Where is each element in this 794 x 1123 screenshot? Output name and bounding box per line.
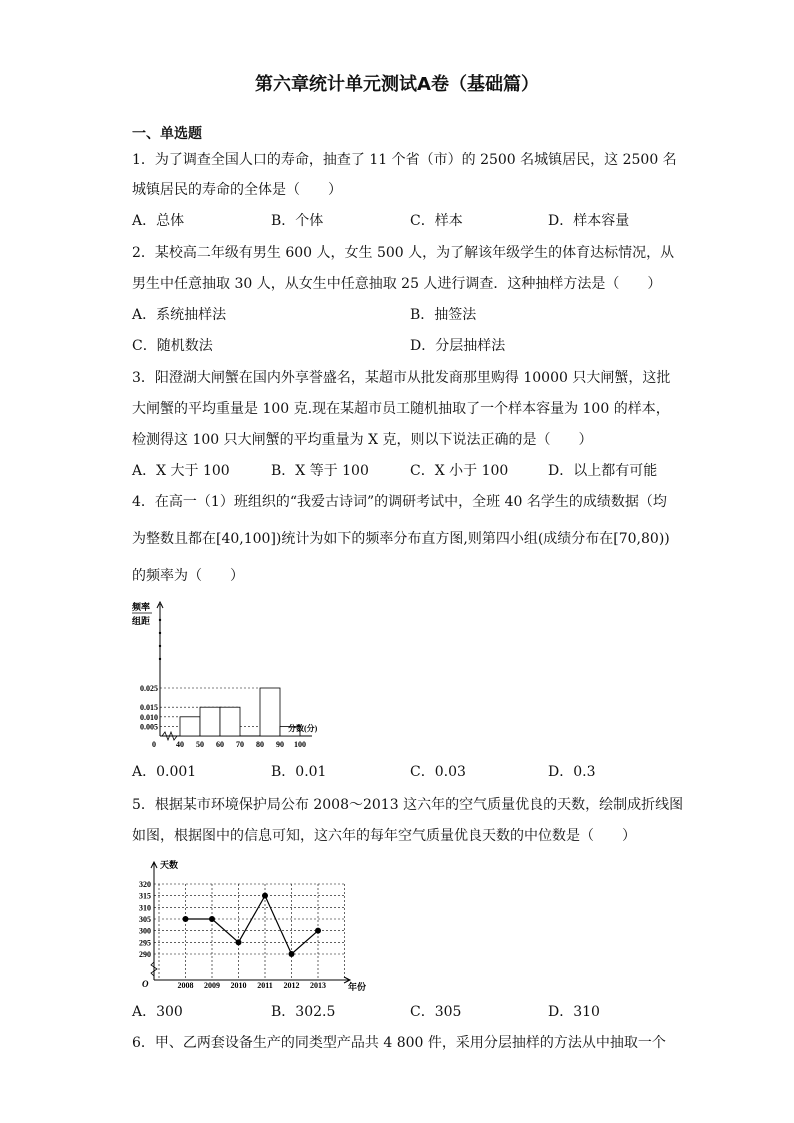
q5-option-a: A．300 [132, 1004, 183, 1020]
page-title: 第六章统计单元测试A卷（基础篇） [255, 74, 539, 95]
x-axis-label: 年份 [348, 982, 367, 992]
y-axis-dot [159, 619, 161, 621]
histogram-bar [260, 688, 280, 736]
x-axis-label: 分数(分) [288, 724, 318, 733]
x-tick-label: 70 [236, 740, 244, 749]
q2-option-a: A．系统抽样法 [132, 307, 227, 323]
q1-text-line1: 1．为了调查全国人口的寿命，抽查了 11 个省（市）的 2500 名城镇居民，这 2500 名 [132, 152, 677, 168]
q4-text-line1: 4．在高一（1）班组织的“我爱古诗词”的调研考试中，全班 40 名学生的成绩数据（均 [132, 494, 667, 510]
y-axis-label: 天数 [160, 860, 179, 870]
x-tick-label: 2010 [230, 981, 247, 990]
q2-option-b: B．抽签法 [410, 307, 477, 323]
q6-text-line1: 6．甲、乙两套设备生产的同类型产品共 4 800 件，采用分层抽样的方法从中抽取一个 [132, 1035, 666, 1051]
q2-text-line2: 男生中任意抽取 30 人，从女生中任意抽取 25 人进行调查．这种抽样方法是（ ） [132, 276, 662, 292]
q4-option-a: A．0.001 [132, 764, 197, 780]
q2-text-line1: 2．某校高二年级有男生 600 人，女生 500 人，为了解该年级学生的体育达标情况，从 [132, 245, 675, 261]
section-heading: 一、单选题 [132, 126, 202, 142]
series-line [186, 896, 319, 954]
q4-option-d: D．0.3 [548, 764, 596, 780]
q5-option-c: C．305 [410, 1004, 462, 1020]
y-tick-label: 0.025 [140, 684, 158, 693]
q1-option-a: A．总体 [132, 213, 185, 229]
q3-text-line2: 大闸蟹的平均重量是 100 克.现在某超市员工随机抽取了一个样本容量为 100 的样本， [132, 401, 670, 417]
q5-option-d: D．310 [548, 1004, 600, 1020]
q3-option-d: D．以上都有可能 [548, 463, 658, 479]
air-quality-line-chart [128, 854, 378, 994]
q3-option-a: A．X 大于 100 [132, 463, 230, 479]
q5-option-b: B．302.5 [271, 1004, 336, 1020]
data-point-2011 [262, 893, 268, 899]
histogram-bar [220, 707, 240, 736]
data-point-2008 [183, 916, 189, 922]
data-point-2012 [289, 951, 295, 957]
q1-option-b: B．个体 [271, 213, 324, 229]
y-tick-label: 305 [139, 915, 151, 924]
q1-option-d: D．样本容量 [548, 213, 630, 229]
q3-option-c: C．X 小于 100 [410, 463, 509, 479]
x-tick-label: 60 [216, 740, 224, 749]
q1-option-c: C．样本 [410, 213, 463, 229]
q4-option-b: B．0.01 [271, 764, 327, 780]
y-axis-dot [159, 658, 161, 660]
q3-text-line3: 检测得这 100 只大闸蟹的平均重量为 X 克，则以下说法正确的是（ ） [132, 432, 593, 448]
ylabel-bottom: 组距 [132, 616, 151, 626]
q5-text-line2: 如图，根据图中的信息可知，这六年的每年空气质量优良天数的中位数是（ ） [132, 828, 636, 844]
y-tick-label: 315 [139, 891, 151, 901]
x-tick-label: 90 [276, 740, 284, 749]
x-tick-label: 2008 [177, 981, 194, 990]
q4-option-c: C．0.03 [410, 764, 466, 780]
y-axis-dot [159, 645, 161, 647]
data-point-2010 [236, 939, 242, 945]
q4-text-line3: 的频率为（ ） [132, 568, 244, 584]
data-point-2009 [209, 916, 215, 922]
x-tick-label: 2012 [283, 981, 300, 990]
origin-label: O [142, 979, 149, 989]
q5-text-line1: 5．根据某市环境保护局公布 2008～2013 这六年的空气质量优良的天数，绘制成折线图 [132, 797, 684, 813]
y-tick-label: 300 [139, 926, 151, 936]
x-tick-label: 80 [256, 740, 264, 749]
y-tick-label: 320 [139, 880, 151, 889]
x-tick-label: 100 [294, 740, 306, 749]
q4-text-line2: 为整数且都在[40,100])统计为如下的频率分布直方图,则第四小组(成绩分布在[70,80)) [132, 531, 670, 547]
origin-label: 0 [152, 740, 156, 749]
y-tick-label: 310 [139, 903, 151, 913]
frequency-histogram [128, 598, 348, 750]
ylabel-top: 频率 [132, 602, 151, 612]
q1-text-line2: 城镇居民的寿命的全体是（ ） [132, 182, 342, 198]
y-tick-label: 0.010 [140, 712, 158, 722]
y-tick-label: 295 [139, 938, 151, 948]
x-tick-label: 2013 [310, 981, 326, 990]
y-axis-dot [159, 632, 161, 634]
data-point-2013 [315, 928, 321, 934]
y-tick-label: 0.005 [140, 722, 158, 732]
x-tick-label: 50 [196, 740, 204, 749]
histogram-bar [200, 707, 220, 736]
q2-option-d: D．分层抽样法 [410, 338, 506, 354]
q3-text-line1: 3．阳澄湖大闸蟹在国内外享誉盛名，某超市从批发商那里购得 10000 只大闸蟹，这批 [132, 370, 671, 386]
q3-option-b: B．X 等于 100 [271, 463, 369, 479]
y-tick-label: 0.015 [140, 703, 158, 713]
y-tick-label: 290 [139, 950, 151, 959]
x-tick-label: 2011 [257, 981, 273, 990]
q2-option-c: C．随机数法 [132, 338, 213, 354]
x-tick-label: 2009 [204, 981, 220, 990]
x-tick-label: 40 [176, 740, 184, 749]
histogram-bar [180, 717, 200, 736]
